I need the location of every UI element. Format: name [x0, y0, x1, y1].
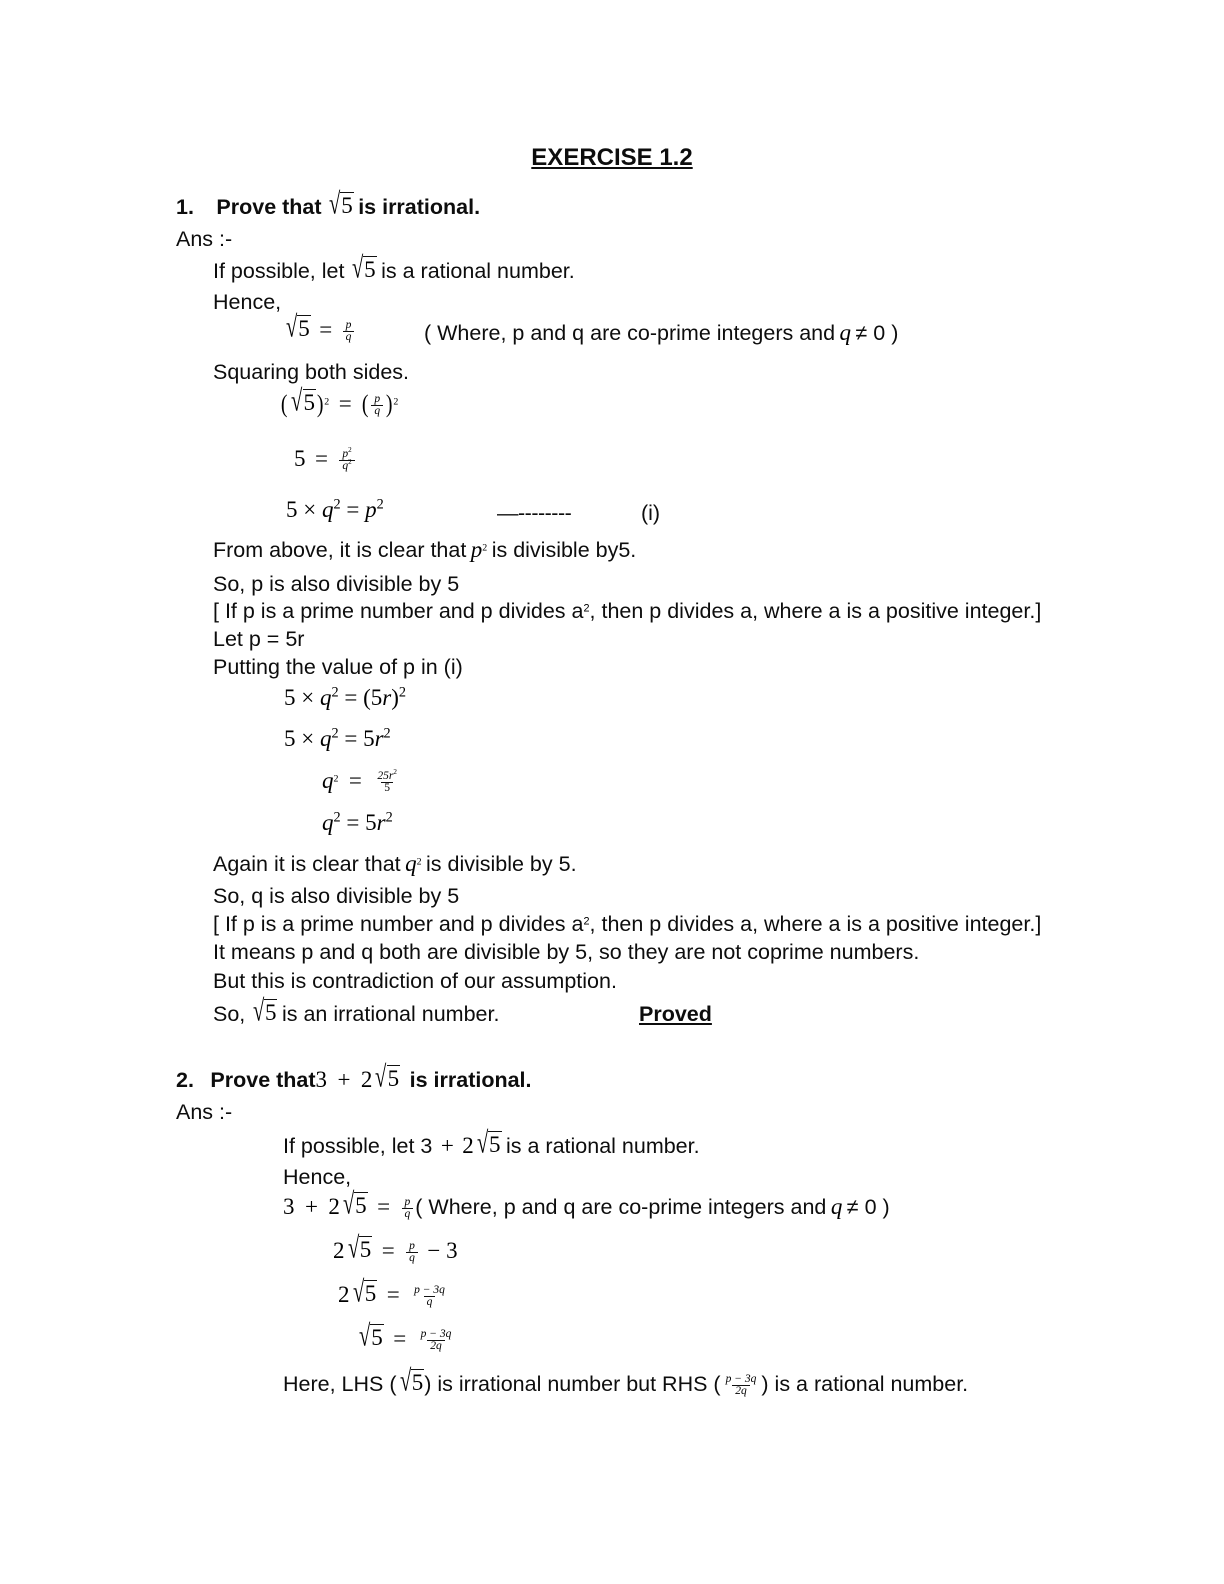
number-5: 5: [294, 446, 306, 471]
numerator: p: [345, 318, 352, 331]
p1-proved-label: Proved: [639, 1002, 712, 1026]
p1-line-conclusion: So, √5 is an irrational number.: [213, 994, 500, 1028]
fraction-p-over-q: [402, 1197, 414, 1221]
p1-line-means: It means p and q both are divisible by 5, so they are not coprime numbers.: [213, 940, 920, 964]
exponent: 2: [482, 542, 488, 554]
denominator: 5: [381, 782, 393, 795]
p2-equation-4: [356, 1319, 456, 1354]
exponent: 2: [333, 773, 339, 785]
radicand: 5: [298, 316, 310, 341]
problem-1-prompt-after: is irrational.: [358, 195, 481, 219]
sqrt-5-final: √5: [399, 1364, 424, 1398]
problem-2-prompt-before: Prove that: [210, 1068, 316, 1092]
p1-line-again: Again it is clear that $q^2$ is divisible by 5.: [213, 851, 577, 876]
coefficient-2: 2: [328, 1194, 340, 1219]
coefficient-2: 2: [338, 1282, 350, 1307]
numerator: p: [409, 1239, 415, 1252]
p1-equation-6: [284, 726, 391, 752]
equals-sign: =: [381, 1238, 395, 1263]
p1-equation-1-note: ( Where, p and q are co-prime integers and q ≠ 0 ): [424, 320, 899, 345]
plus-sign: +: [337, 1067, 351, 1092]
equals-sign: =: [314, 446, 328, 471]
sqrt-5-eq1-p2: √5: [342, 1187, 367, 1221]
radicand: 5: [387, 1066, 400, 1091]
denominator: 2q: [427, 1340, 445, 1353]
exponent: 2: [393, 767, 397, 776]
radicand: 5: [364, 257, 376, 282]
exponent: 2: [348, 445, 352, 454]
p1-line-assume: If possible, let √5 is a rational number.: [213, 251, 575, 285]
coefficient-2: 2: [333, 1238, 345, 1263]
variable-q: q: [839, 320, 852, 345]
radicand: 5: [355, 1193, 367, 1218]
sqrt-5-assume-2: √5: [476, 1126, 501, 1160]
p1-equation-8: [322, 810, 393, 836]
p2-equation-1-note: ( Where, p and q are co-prime integers and: [415, 1195, 827, 1219]
equation-text: $5 \times q^2 = (5r)^2$: [284, 684, 406, 710]
sqrt-5-eq2-p2: √5: [347, 1231, 372, 1265]
radicand: 5: [303, 390, 316, 415]
p1-line-hence: Hence,: [213, 290, 282, 314]
left-paren: (: [361, 390, 369, 418]
fraction-p-over-q: [343, 320, 355, 344]
denominator: q: [343, 331, 355, 344]
exponent: 2: [583, 602, 590, 615]
numerator: p − 3q: [420, 1327, 452, 1340]
numerator: p − 3q: [725, 1372, 757, 1385]
denominator: q: [402, 1208, 414, 1221]
coefficient-2: 2: [462, 1133, 474, 1158]
problem-1-prompt-before: Prove that: [216, 195, 322, 219]
equals-sign: =: [348, 768, 362, 793]
p2-line-hence: Hence,: [283, 1165, 352, 1189]
denominator: $q^2$: [339, 460, 354, 473]
exponent: 2: [324, 396, 330, 408]
equals-sign: =: [386, 1282, 400, 1307]
variable-q: q: [322, 768, 334, 793]
p1-equation-7: [322, 768, 402, 796]
right-paren: ): [385, 390, 393, 418]
fraction-psq-over-qsq: [339, 445, 354, 473]
right-paren: ): [316, 390, 324, 418]
p1-equation-3: [294, 446, 357, 474]
p2-equation-1: 3 + 2 √5 = $\frac{p}{q}$ ( Where, p and q are co-prime integers and q ≠ 0 ): [283, 1187, 890, 1221]
p2-line-assume: If possible, let 3 + 2 √5 is a rational number.: [283, 1126, 700, 1160]
radicand: 5: [341, 193, 353, 218]
p1-equation-1: [283, 310, 356, 345]
sqrt-5-conclusion: √5: [252, 994, 277, 1028]
fraction-p-over-q: [371, 394, 383, 418]
problem-2-prompt-after: is irrational.: [409, 1068, 532, 1092]
p1-line-from-above: From above, it is clear that $p^2$ is divisible by5.: [213, 537, 637, 562]
page-title: [0, 142, 1224, 173]
coefficient-2: 2: [360, 1067, 373, 1092]
equation-text: $5 \times q^2 = 5r^2$: [284, 725, 391, 751]
p2-equation-2: [333, 1231, 458, 1266]
problem-1-answer-label: Ans :-: [176, 227, 233, 251]
p1-line-so-p: So, p is also divisible by 5: [213, 572, 460, 596]
fraction-p-minus-3q-over-2q-inline: [723, 1374, 760, 1398]
radicand: 5: [411, 1370, 424, 1395]
page-title-text: EXERCISE 1.2: [531, 144, 693, 171]
numerator: p − 3q: [414, 1283, 445, 1296]
equation-text: $5 \times q^2 = p^2$: [286, 496, 384, 522]
equals-sign: =: [338, 391, 352, 416]
p1-equation-4-dashes: —--------: [497, 501, 572, 525]
sqrt-5-prompt-2: √5: [375, 1060, 400, 1094]
number-3: 3: [283, 1194, 295, 1219]
exponent: 2: [416, 856, 422, 868]
denominator: q: [371, 405, 383, 418]
equals-sign: =: [393, 1326, 407, 1351]
p1-equation-2: [280, 384, 399, 421]
problem-1-prompt: [176, 187, 481, 223]
p2-line-final: Here, LHS ( √5) is irrational number but RHS ( $\frac{p - 3q}{2q}$ ) is a rational number.: [283, 1364, 969, 1398]
problem-2-prompt: [176, 1060, 532, 1096]
fraction-p-minus-3q-over-q: [411, 1285, 448, 1309]
variable-q: q: [405, 851, 417, 876]
plus-sign: +: [440, 1133, 454, 1158]
denominator: 2q: [732, 1385, 750, 1398]
sqrt-5-prompt-1: √5: [328, 187, 353, 221]
sqrt-5-eq4-p2: √5: [358, 1319, 383, 1353]
radicand: 5: [489, 1132, 501, 1157]
exponent: 2: [393, 396, 399, 408]
numerator: $p^2$: [342, 445, 352, 460]
radicand: 5: [364, 1281, 377, 1306]
problem-2-answer-label: Ans :-: [176, 1100, 233, 1124]
radicand: 5: [264, 1000, 277, 1025]
denominator: q: [424, 1296, 436, 1309]
p1-equation-4-tag: (i): [641, 501, 661, 525]
number-3: 3: [315, 1067, 328, 1092]
denominator: q: [406, 1252, 418, 1265]
plus-sign: +: [304, 1194, 318, 1219]
equals-sign: =: [319, 317, 333, 342]
radicand: 5: [359, 1237, 372, 1262]
numerator: p: [404, 1195, 411, 1208]
p1-line-so-q: So, q is also divisible by 5: [213, 884, 460, 908]
radicand: 5: [371, 1325, 383, 1350]
exponent: 2: [348, 458, 352, 467]
numerator: p: [374, 392, 381, 405]
sqrt-5-eq3-p2: √5: [352, 1275, 377, 1309]
exponent: 2: [583, 915, 590, 928]
p1-equation-4: [286, 497, 384, 523]
p1-line-bracket-2: [ If p is a prime number and p divides $a^2$, then p divides a, where a is a positive integer.]: [213, 912, 1042, 936]
left-paren: (: [280, 390, 288, 418]
sqrt-5-eq2: √5: [291, 384, 316, 418]
p1-line-bracket-1: [ If p is a prime number and p divides $a^2$, then p divides a, where a is a positive integer.]: [213, 599, 1042, 623]
p1-line-squaring: Squaring both sides.: [213, 360, 410, 384]
problem-1-number: 1.: [176, 195, 194, 219]
fraction-25rsq-over-5: [374, 767, 400, 795]
p1-line-contradiction: But this is contradiction of our assumption.: [213, 969, 617, 993]
sqrt-5-eq1: √5: [285, 310, 310, 344]
p1-line-let-p: Let p = 5r: [213, 627, 305, 651]
p1-line-putting: Putting the value of p in (i): [213, 655, 463, 679]
numerator: $25r^2$: [377, 767, 397, 782]
p1-equation-5: [284, 685, 406, 711]
fraction-p-over-q: [406, 1241, 418, 1265]
equals-sign: =: [377, 1194, 391, 1219]
p2-equation-3: [338, 1275, 450, 1310]
variable-p: p: [470, 537, 483, 562]
sqrt-5-assume-1: √5: [351, 251, 376, 285]
equation-text: $q^2 = 5r^2$: [322, 809, 393, 835]
fraction-p-minus-3q-over-2q: [418, 1329, 455, 1353]
problem-2-number: 2.: [176, 1068, 194, 1092]
minus-three: − 3: [427, 1238, 458, 1263]
variable-q: q: [830, 1194, 843, 1219]
